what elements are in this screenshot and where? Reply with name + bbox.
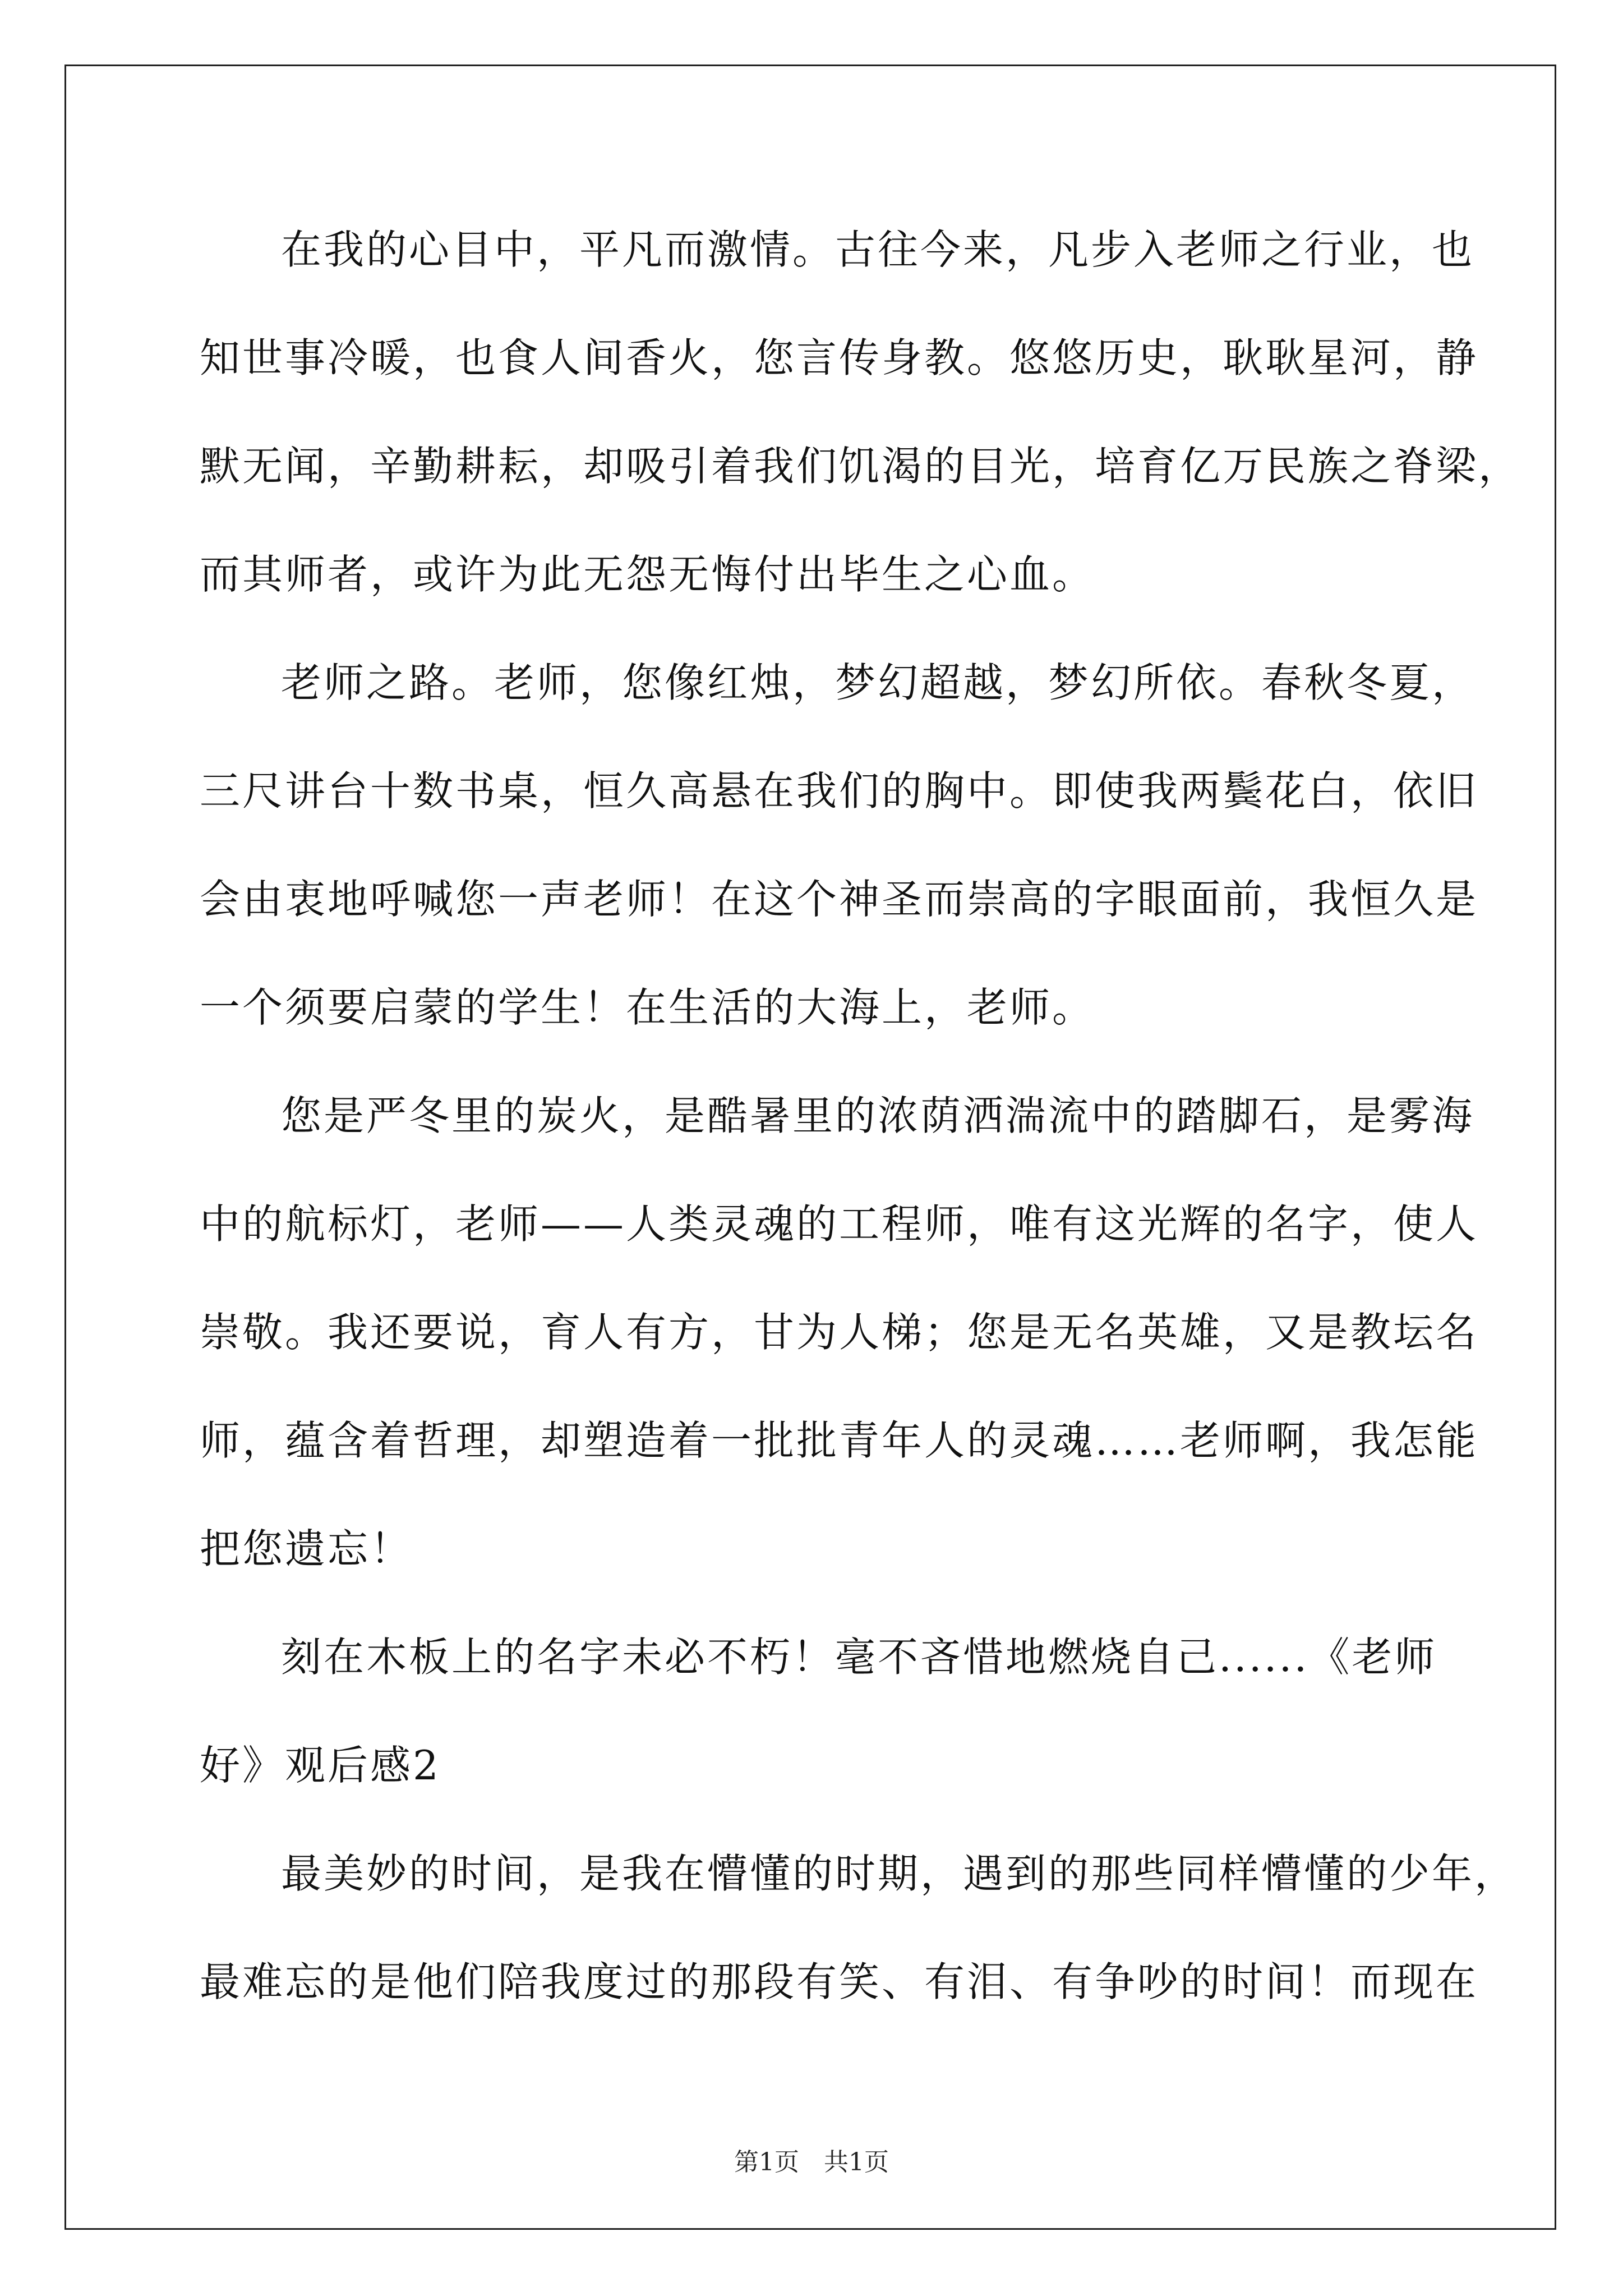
page-footer: 第1页 共1页: [734, 2148, 889, 2177]
paragraph-2-line-3: 会由衷地呼喊您一声老师！在这个神圣而崇高的字眼面前，我恒久是: [200, 876, 1479, 923]
paragraph-1-line-2: 知世事冷暖，也食人间香火，您言传身教。悠悠历史，耿耿星河，静: [200, 334, 1479, 381]
page-border: [64, 65, 1556, 2230]
paragraph-2-line-1: 老师之路。老师，您像红烛，梦幻超越，梦幻所依。春秋冬夏，: [281, 659, 1475, 706]
paragraph-4-line-1: 刻在木板上的名字未必不朽！毫不吝惜地燃烧自己......《老师: [281, 1634, 1437, 1681]
paragraph-3-line-1: 您是严冬里的炭火，是酷暑里的浓荫洒湍流中的踏脚石，是雾海: [281, 1092, 1475, 1139]
paragraph-5-line-2: 最难忘的是他们陪我度过的那段有笑、有泪、有争吵的时间！而现在: [200, 1958, 1479, 2005]
paragraph-1-line-3: 默无闻，辛勤耕耘，却吸引着我们饥渴的目光，培育亿万民族之脊梁，: [200, 443, 1521, 490]
paragraph-3-line-5: 把您遗忘！: [200, 1525, 413, 1572]
paragraph-3-line-3: 崇敬。我还要说，育人有方，甘为人梯；您是无名英雄，又是教坛名: [200, 1309, 1479, 1356]
paragraph-5-line-1: 最美妙的时间，是我在懵懂的时期，遇到的那些同样懵懂的少年，: [281, 1850, 1518, 1897]
paragraph-1-line-1: 在我的心目中，平凡而激情。古往今来，凡步入老师之行业，也: [281, 226, 1475, 273]
paragraph-2-line-2: 三尺讲台十数书桌，恒久高悬在我们的胸中。即使我两鬓花白，依旧: [200, 767, 1479, 815]
paragraph-3-line-4: 师，蕴含着哲理，却塑造着一批批青年人的灵魂……老师啊，我怎能: [200, 1417, 1479, 1464]
paragraph-4-line-2: 好》观后感2: [200, 1742, 441, 1789]
paragraph-3-line-2: 中的航标灯，老师——人类灵魂的工程师，唯有这光辉的名字，使人: [200, 1200, 1479, 1248]
paragraph-2-line-4: 一个须要启蒙的学生！在生活的大海上，老师。: [200, 984, 1095, 1031]
paragraph-1-line-4: 而其师者，或许为此无怨无悔付出毕生之心血。: [200, 551, 1095, 598]
